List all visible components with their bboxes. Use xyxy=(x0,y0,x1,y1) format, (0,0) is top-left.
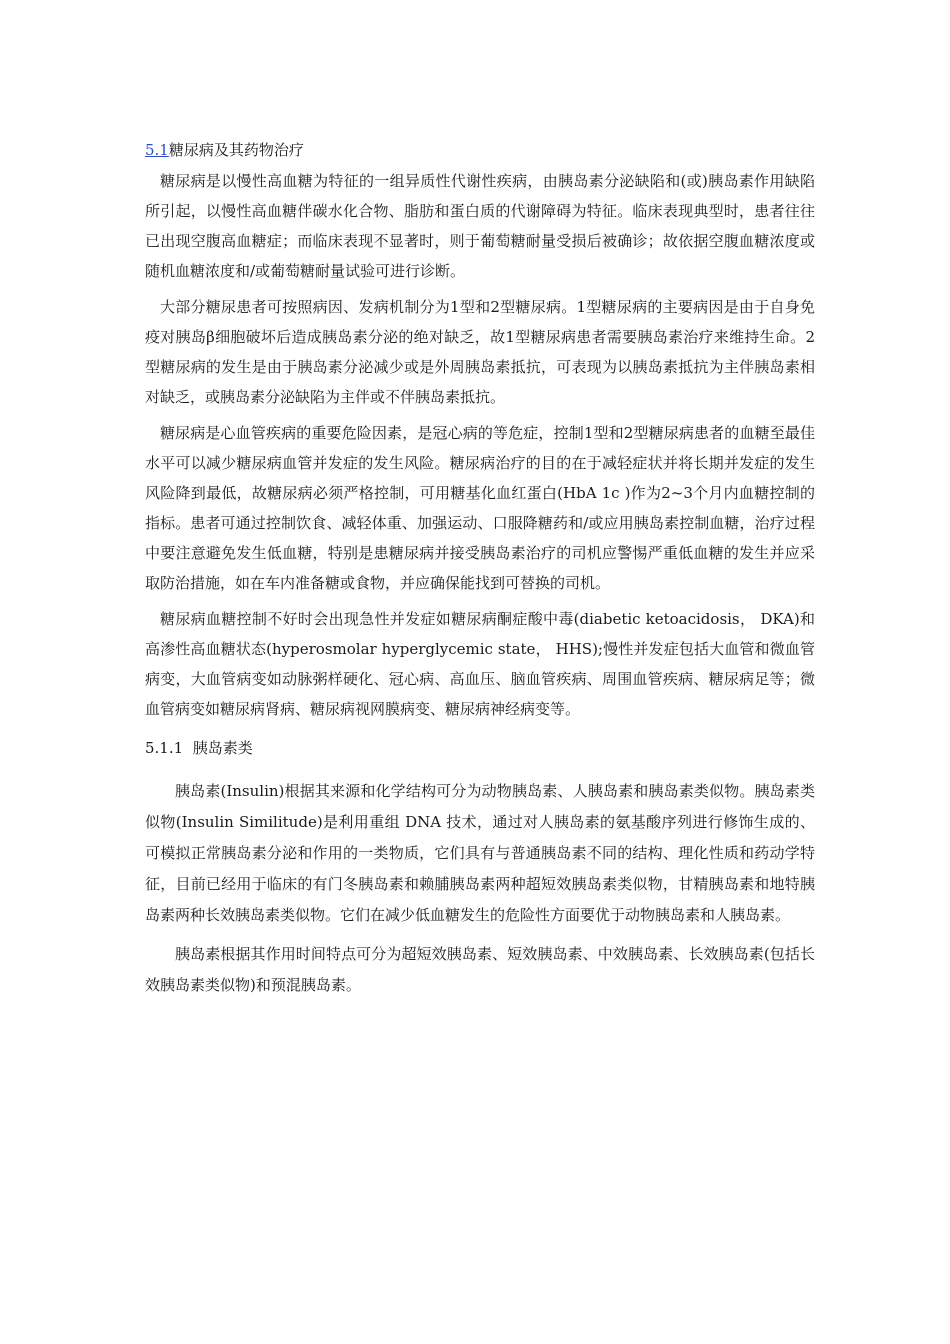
section-title: 糖尿病及其药物治疗 xyxy=(168,141,304,159)
paragraph-treatment: 糖尿病是心血管疾病的重要危险因素，是冠心病的等危症，控制1型和2型糖尿病患者的血糖至最佳水平可以减少糖尿病血管并发症的发生风险。糖尿病治疗的目的在于减轻症状并将长期并发症的发生风险降到最低，故糖尿病必须严格控制，可用糖基化血红蛋白(HbA 1c )作为2~3个月内血糖控制的指标。患者可通过控制饮食、减轻体重、加强运动、口服降糖药和/或应用胰岛素控制血糖，治疗过程中要注意避免发生低血糖，特别是患糖尿病并接受胰岛素治疗的司机应警惕严重低血糖的发生并应采取防治措施，如在车内准备糖或食物，并应确保能找到可替换的司机。 xyxy=(145,424,816,592)
subsection-heading xyxy=(145,736,815,760)
paragraph-definition: 糖尿病是以慢性高血糖为特征的一组异质性代谢性疾病，由胰岛素分泌缺陷和(或)胰岛素作用缺陷所引起，以慢性高血糖伴碳水化合物、脂肪和蛋白质的代谢障碍为特征。临床表现典型时，患者往往已出现空腹高血糖症；而临床表现不显著时，则于葡萄糖耐量受损后被确诊；故依据空腹血糖浓度或随机血糖浓度和/或葡萄糖耐量试验可进行诊断。 xyxy=(145,172,815,280)
document-page xyxy=(145,138,815,1009)
paragraph-insulin-duration: 胰岛素根据其作用时间特点可分为超短效胰岛素、短效胰岛素、中效胰岛素、长效胰岛素(包括长效胰岛素类似物)和预混胰岛素。 xyxy=(145,945,815,994)
paragraph-classification: 大部分糖尿患者可按照病因、发病机制分为1型和2型糖尿病。1型糖尿病的主要病因是由于自身免疫对胰岛β细胞破坏后造成胰岛素分泌的绝对缺乏，故1型糖尿病患者需要胰岛素治疗来维持生命。2型糖尿病的发生是由于胰岛素分泌减少或是外周胰岛素抵抗，可表现为以胰岛素抵抗为主伴胰岛素相对缺乏，或胰岛素分泌缺陷为主伴或不伴胰岛素抵抗。 xyxy=(145,298,815,406)
subsection-number: 5.1.1 xyxy=(145,739,184,757)
section-number-link[interactable]: 5.1 xyxy=(145,141,169,159)
subsection-title: 胰岛素类 xyxy=(192,739,253,757)
paragraph-complications: 糖尿病血糖控制不好时会出现急性并发症如糖尿病酮症酸中毒(diabetic ketoacidosis， DKA)和高渗性高血糖状态(hyperosmolar hyperglycemic state， HHS);慢性并发症包括大血管和微血管病变，大血管病变如动脉粥样硬化、冠心病、高血压、脑血管疾病、周围血管疾病、糖尿病足等；微血管病变如糖尿病肾病、糖尿病视网膜病变、糖尿病神经病变等。 xyxy=(145,610,815,718)
paragraph-insulin-types: 胰岛素(Insulin)根据其来源和化学结构可分为动物胰岛素、人胰岛素和胰岛素类似物。胰岛素类似物(Insulin Similitude)是利用重组 DNA 技术，通过对人胰岛素的氨基酸序列进行修饰生成的、可模拟正常胰岛素分泌和作用的一类物质，它们具有与普通胰岛素不同的结构、理化性质和药动学特征，目前已经用于临床的有门冬胰岛素和赖脯胰岛素两种超短效胰岛素类似物，甘精胰岛素和地特胰岛素两种长效胰岛素类似物。它们在减少低血糖发生的危险性方面要优于动物胰岛素和人胰岛素。 xyxy=(145,782,815,924)
section-heading xyxy=(145,138,815,162)
